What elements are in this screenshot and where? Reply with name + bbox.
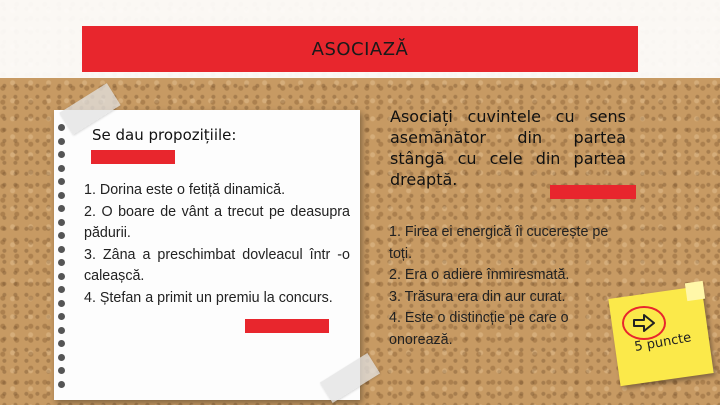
sentence-list: [84, 180, 350, 309]
match-list: [389, 222, 617, 351]
match-item-2: 2. Era o adiere înmiresmată.: [389, 267, 570, 283]
red-highlight-1: [91, 150, 175, 164]
sentence-3: 3. Zâna a preschimbat dovleacul într -o caleașcă.: [84, 246, 350, 284]
match-item-1: 1. Firea ei energică îi cucerește pe toți.: [389, 224, 609, 262]
sticky-fold: [685, 281, 705, 301]
match-item-3: 3. Trăsura era din aur curat.: [389, 288, 566, 305]
sentence-2: 2. O boare de vânt a trecut pe deasupra pădurii.: [84, 203, 350, 241]
sentence-4: 4. Ștefan a primit un premiu la concurs.: [84, 289, 333, 306]
instruction-text: Asociați cuvintele cu sens asemănător din partea stângă cu cele din partea dreaptă.: [390, 107, 626, 189]
left-heading: Se dau propozițiile:: [92, 126, 237, 144]
match-item-4: 4. Este o distincție pe care o onorează.: [389, 310, 569, 348]
sentence-1: 1. Dorina este o fetiță dinamică.: [84, 182, 286, 198]
red-highlight-3: [550, 185, 636, 199]
spiral-binding: [58, 124, 68, 394]
points-label: 5 puncte: [633, 330, 693, 355]
red-highlight-2: [245, 319, 329, 333]
title-bar: [82, 26, 638, 72]
slide-title: ASOCIAZĂ: [311, 38, 409, 60]
